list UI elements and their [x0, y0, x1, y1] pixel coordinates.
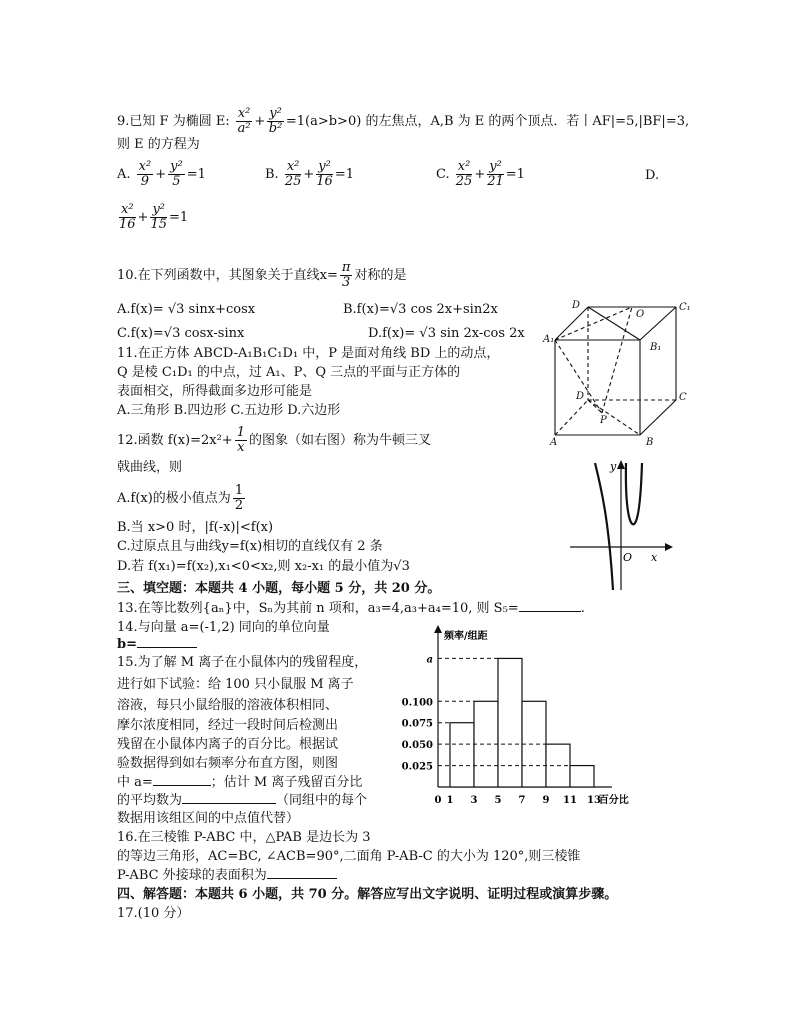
y-tick-label: a — [426, 654, 433, 666]
q9-option-b: B. $\frac{\text{x²}}{25}$ + $\frac{\text{y²}}{16}$ =1 — [265, 159, 355, 189]
histogram-bar — [570, 766, 594, 787]
cube-label-o: O — [636, 309, 645, 320]
q16-line1: 16.在三棱锥 P-ABC 中，△PAB 是边长为 3 — [117, 830, 371, 845]
y-tick-label: 0.050 — [401, 740, 433, 752]
q16-line2: 的等边三角形，AC=BC, ∠ACB=90°,二面角 P-AB-C 的大小为 120°,则三棱锥 — [117, 849, 581, 864]
q14-line1: 14.与向量 a=(-1,2) 同向的单位向量 — [117, 620, 330, 635]
x-tick-label: 7 — [518, 795, 526, 806]
q17: 17.(10 分） — [117, 906, 190, 921]
q14-answer-blank — [137, 647, 197, 648]
y-axis-arrow-icon — [617, 460, 625, 469]
histogram-bar — [450, 723, 474, 787]
curve-x-label: x — [651, 551, 658, 564]
q15-line4: 摩尔浓度相同，经过一段时间后检测出 — [117, 718, 339, 733]
q14-line2: b= — [117, 637, 197, 653]
y-tick-label: 0.025 — [401, 761, 433, 773]
q11-line3: 表面相交，所得截面多边形可能是 — [117, 384, 313, 399]
q11-line2: Q 是棱 C₁D₁ 的中点，过 A₁、P、Q 三点的平面与正方体的 — [117, 365, 461, 380]
y-axis-arrow-icon — [434, 625, 442, 633]
q12-option-a: A.f(x)的极小值点为 $\frac{1}{2}$ — [117, 483, 244, 513]
cube-label-d: D — [576, 391, 585, 402]
x-axis-label: 百分比 — [598, 795, 629, 806]
q9-option-a: A. $\frac{\text{x²}}{9}$ + $\frac{\text{y²}}{5}$ =1 — [117, 159, 206, 189]
cube-label-c: C — [679, 392, 687, 403]
q15-line6: 验数据得到如右频率分布直方图，则图 — [117, 756, 339, 771]
curve-origin-label: O — [623, 551, 633, 564]
q16-answer-blank — [267, 878, 337, 879]
x-tick-label: 11 — [563, 795, 577, 806]
cube-label-d1: D — [572, 300, 581, 311]
section-4-heading: 四、解答题：本题共 6 小题，共 70 分。解答应写出文字说明、证明过程或演算步骤。 — [117, 887, 618, 902]
q15-line9: 数据用该组区间的中点值代替） — [117, 811, 300, 826]
y-axis-label: 频率/组距 — [444, 631, 488, 642]
q10-stem: 10.在下列函数中，其图象关于直线x= $\frac{\pi}{3}$ 对称的是 — [117, 260, 407, 290]
q12-option-b: B.当 x>0 时，|f(-x)|<f(x) — [117, 520, 274, 535]
x-tick-label: 1 — [446, 795, 454, 806]
x-axis-arrow-icon — [665, 543, 673, 551]
q12-option-d: D.若 f(x₁)=f(x₂),x₁<0<x₂,则 x₂-x₁ 的最小值为√3 — [117, 559, 410, 574]
q11-line1: 11.在正方体 ABCD-A₁B₁C₁D₁ 中，P 是面对角线 BD 上的动点， — [117, 346, 500, 361]
q9-stem: 9.已知 F 为椭圆 E: $\frac{\text{x²}}{\text{a²}}$ + $\frac{\text{y²}}{\text{b²}}$ =1(a>b>0) 的左焦点，A,B 为 E 的两个顶点．若丨AF|=5,|BF|=3, — [117, 106, 690, 136]
cube-label-b1: B₁ — [650, 342, 662, 353]
trident-curve-figure — [565, 455, 675, 595]
q11-line4: A.三角形 B.四边形 C.五边形 D.六边形 — [117, 403, 341, 418]
section-3-heading: 三、填空题：本题共 4 小题，每小题 5 分，共 20 分。 — [117, 581, 441, 596]
q16-line3: P-ABC 外接球的表面积为 — [117, 868, 337, 884]
q10-option-d: D.f(x)= √3 sin 2x-cos 2x — [368, 326, 525, 341]
cube-label-a1: A₁ — [543, 334, 555, 345]
q15-mean-blank — [182, 803, 276, 804]
q15-line3: 溶液，每只小鼠给服的溶液体积相同、 — [117, 698, 339, 713]
cube-label-p: P — [600, 415, 607, 426]
frequency-histogram — [400, 625, 670, 810]
q10-option-a: A.f(x)= √3 sinx+cosx — [117, 302, 256, 317]
q15-line1: 15.为了解 M 离子在小鼠体内的残留程度， — [117, 655, 368, 670]
y-tick-label: 0.075 — [401, 718, 433, 730]
q9-option-c: C. $\frac{\text{x²}}{25}$ + $\frac{\text{y²}}{21}$ =1 — [436, 159, 525, 189]
cube-label-c1: C₁ — [679, 302, 691, 313]
q12-line2: 戟曲线，则 — [117, 460, 183, 475]
y-tick-label: 0.100 — [401, 697, 433, 709]
q15-line8: 的平均数为 （同组中的每个 — [117, 793, 368, 808]
x-tick-label: 9 — [542, 795, 550, 806]
q9-option-d-label: D. — [645, 168, 660, 183]
cube-label-b: B — [646, 437, 654, 448]
q15-line7: 中 a= ；估计 M 离子残留百分比 — [117, 775, 363, 790]
frac-y2-b2: $\frac{\text{y²}}{\text{b²}}$ — [268, 106, 283, 136]
q15-line5: 残留在小鼠体内离子的百分比。根据试 — [117, 737, 339, 752]
q10-option-b: B.f(x)=√3 cos 2x+sin2x — [343, 302, 498, 317]
x-tick-label: 13 — [587, 795, 601, 806]
q9-line2: 则 E 的方程为 — [117, 137, 200, 152]
frac-x2-a2: $\frac{\text{x²}}{\text{a²}}$ — [237, 106, 251, 136]
x-tick-label: 3 — [470, 795, 478, 806]
q15-a-blank — [153, 785, 211, 786]
q15-line2: 进行如下试验：给 100 只小鼠服 M 离子 — [117, 677, 354, 692]
x-tick-label: 0 — [434, 795, 442, 806]
q9-option-d: $\frac{\text{x²}}{16}$ + $\frac{\text{y²}}{15}$ =1 — [119, 202, 189, 232]
cube-label-a: A — [550, 437, 558, 448]
curve-y-label: y — [610, 460, 617, 473]
cube-figure — [540, 295, 700, 450]
x-tick-label: 5 — [494, 795, 502, 806]
q12-stem: 12.函数 f(x)=2x²+ $\frac{1}{x}$ 的图象（如右图）称为牛顿三叉 — [117, 425, 431, 455]
q13-answer-blank — [519, 611, 581, 612]
q10-option-c: C.f(x)=√3 cosx-sinx — [117, 326, 245, 341]
q12-option-c: C.过原点且与曲线y=f(x)相切的直线仅有 2 条 — [117, 539, 383, 554]
histogram-bar — [498, 658, 522, 787]
q13: 13.在等比数列{aₙ}中，Sₙ为其前 n 项和，a₃=4,a₃+a₄=10, 则 S₅= . — [117, 601, 585, 616]
